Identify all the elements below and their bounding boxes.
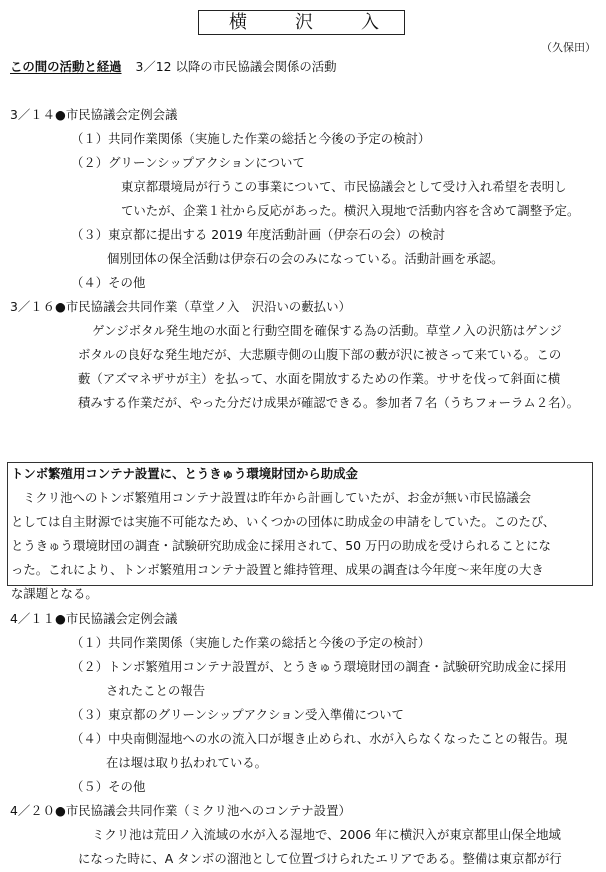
notice-line-2: としては自主財源では実施不可能なため、いくつかの団体に助成金の申請をしていた。このたび、 bbox=[11, 514, 556, 529]
block3-item-1: （１）共同作業関係（実施した作業の総括と今後の予定の検討） bbox=[71, 635, 431, 650]
block1-item-2-detail-2: ていたが、企業１社から反応があった。横沢入現地で活動内容を含めて調整予定。 bbox=[121, 203, 580, 218]
block3-item-4-detail-1: 在は堰は取り払われている。 bbox=[106, 755, 268, 770]
block2-para-4: 積みする作業だが、やった分だけ成果が確認できる。参加者７名（うちフォーラム２名）。 bbox=[78, 395, 580, 410]
intro-line bbox=[10, 59, 337, 75]
block1-item-3: （３）東京都に提出する 2019 年度活動計画（伊奈石の会）の検討 bbox=[71, 227, 445, 242]
section-subheading: 3／12 以降の市民協議会関係の活動 bbox=[135, 59, 337, 74]
title-char-1: 横 bbox=[229, 12, 247, 33]
block3-item-2-detail-1: されたことの報告 bbox=[106, 683, 206, 698]
block1-item-4: （４）その他 bbox=[71, 275, 146, 290]
block1-item-2: （２）グリーンシップアクションについて bbox=[71, 155, 305, 170]
block2-para-3: 藪（アズマネザサが主）を払って、水面を開放するための作業。ササを伐って斜面に横 bbox=[78, 371, 561, 386]
block4-para-2: になった時に、A タンボの溜池として位置づけられたエリアである。整備は東京都が行 bbox=[78, 851, 562, 866]
block2-para-1: ゲンジボタル発生地の水面と行動空間を確保する為の活動。草堂ノ入の沢筋はゲンジ bbox=[92, 323, 562, 338]
notice-line-1: ミクリ池へのトンボ繁殖用コンテナ設置は昨年から計画していたが、お金が無い市民協議会 bbox=[23, 490, 532, 505]
notice-line-5: な課題となる。 bbox=[11, 586, 98, 601]
notice-heading: トンボ繁殖用コンテナ設置に、とうきゅう環境財団から助成金 bbox=[11, 466, 358, 481]
title-char-3: 入 bbox=[361, 12, 379, 33]
block1-item-2-detail-1: 東京都環境局が行うこの事業について、市民協議会として受け入れ希望を表明し bbox=[121, 179, 567, 194]
block4-para-1: ミクリ池は荒田ノ入流域の水が入る湿地で、2006 年に横沢入が東京都里山保全地域 bbox=[92, 827, 561, 842]
block4-date: 4／２０●市民協議会共同作業（ミクリ池へのコンテナ設置） bbox=[10, 803, 351, 818]
block3-item-2: （２）トンボ繁殖用コンテナ設置が、とうきゅう環境財団の調査・試験研究助成金に採用 bbox=[71, 659, 567, 674]
block1-item-1: （１）共同作業関係（実施した作業の総括と今後の予定の検討） bbox=[71, 131, 431, 146]
author: （久保田） bbox=[541, 41, 596, 54]
title-char-2: 沢 bbox=[295, 12, 313, 33]
block3-item-5: （５）その他 bbox=[71, 779, 146, 794]
notice-line-3: とうきゅう環境財団の調査・試験研究助成金に採用されて、50 万円の助成を受けられることにな bbox=[11, 538, 551, 553]
section-heading: この間の活動と経過 bbox=[10, 59, 122, 74]
block2-date: 3／１６●市民協議会共同作業（草堂ノ入 沢沿いの藪払い） bbox=[10, 299, 351, 314]
title-box bbox=[198, 10, 405, 35]
block2-para-2: ボタルの良好な発生地だが、大悲願寺側の山腹下部の藪が沢に被さって来ている。この bbox=[78, 347, 562, 362]
block3-item-3: （３）東京都のグリーンシップアクション受入準備について bbox=[71, 707, 404, 722]
notice-line-4: った。これにより、トンボ繁殖用コンテナ設置と維持管理、成果の調査は今年度～来年度の大き bbox=[11, 562, 544, 577]
block1-item-3-detail-1: 個別団体の保全活動は伊奈石の会のみになっている。活動計画を承認。 bbox=[107, 251, 504, 266]
block1-date: 3／１４●市民協議会定例会議 bbox=[10, 107, 178, 122]
block3-item-4: （４）中央南側湿地への水の流入口が堰き止められ、水が入らなくなったことの報告。現 bbox=[71, 731, 568, 746]
block3-date: 4／１１●市民協議会定例会議 bbox=[10, 611, 178, 626]
